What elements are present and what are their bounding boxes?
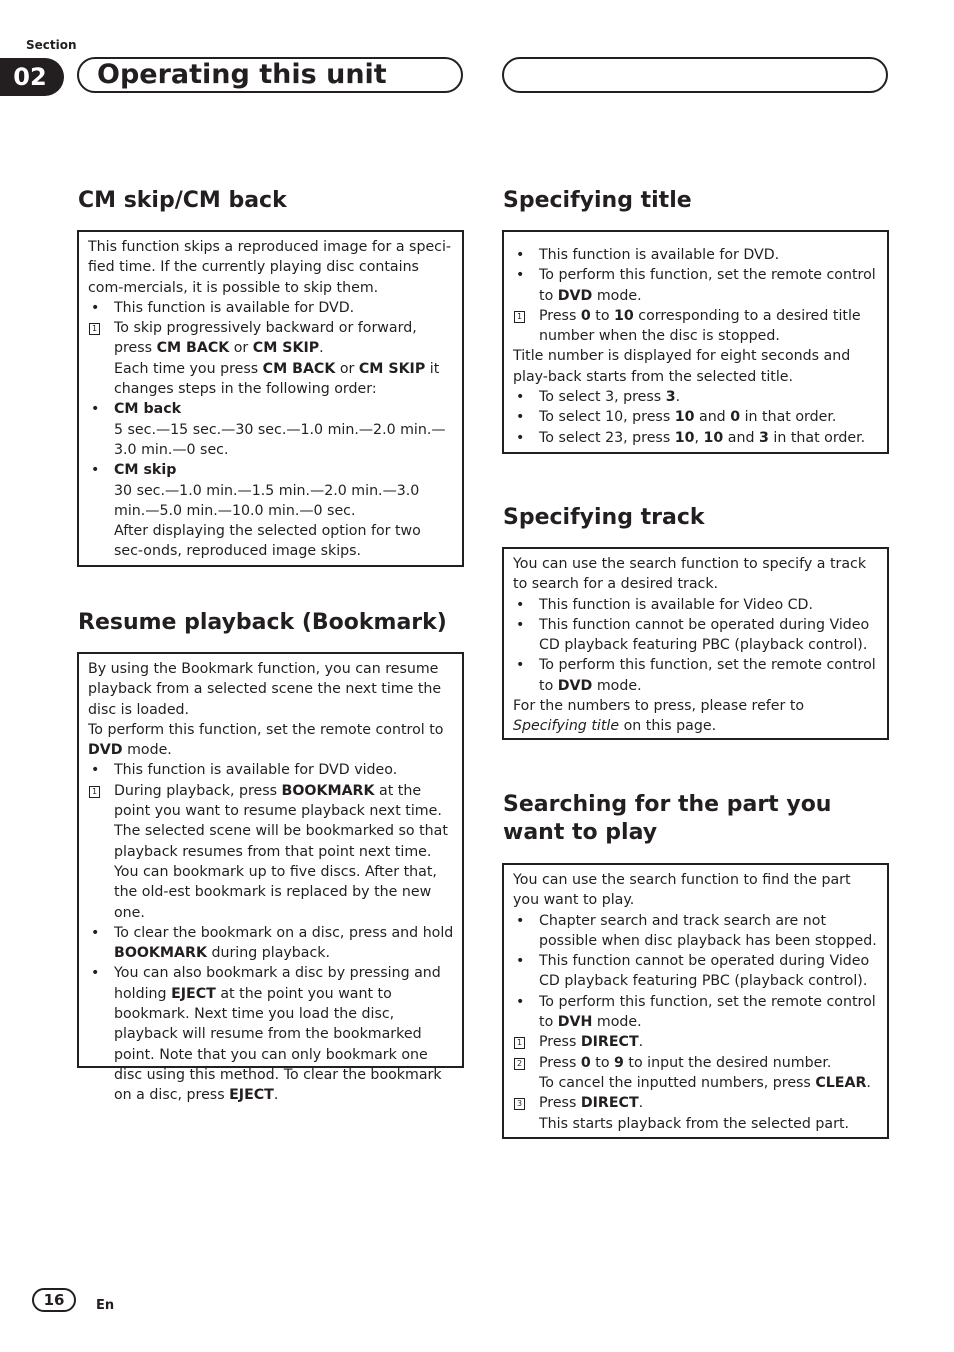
heading-specifying-title: Specifying title <box>503 188 692 213</box>
cm-back-sequence: 5 sec.—15 sec.—30 sec.—1.0 min.—2.0 min.—3.0 min.—0 sec. <box>114 421 446 458</box>
heading-search-part: Searching for the part you want to play <box>503 792 832 845</box>
track-reference: For the numbers to press, please refer to Specifying title on this page. <box>513 698 805 735</box>
list-item: • This function is available for Video CD. <box>513 595 879 615</box>
heading-resume-playback: Resume playback (Bookmark) <box>78 610 447 635</box>
step-2: 2 Press 0 to 9 to input the desired number. <box>513 1053 879 1073</box>
step-3: 3 Press DIRECT. <box>513 1093 879 1113</box>
track-box <box>502 547 889 740</box>
list-item: • To select 10, press 10 and 0 in that order. <box>513 407 879 427</box>
section-label: Section <box>26 38 77 52</box>
step-1: 1 Press 0 to 10 corresponding to a desired title number when the disc is stopped. <box>513 306 879 347</box>
heading-specifying-track: Specifying track <box>503 505 705 530</box>
list-item: • This function is available for DVD. <box>513 245 879 265</box>
step-1: 1 Press DIRECT. <box>513 1032 879 1052</box>
list-item: • This function cannot be operated during Video CD playback featuring PBC (playback control). <box>513 615 879 656</box>
list-item: • CM skip <box>88 460 454 480</box>
resume-intro: By using the Bookmark function, you can resume playback from a selected scene the next time the disc is loaded. <box>88 661 442 718</box>
list-item: • To perform this function, set the remote control to DVD mode. <box>513 655 879 696</box>
list-item: • This function is available for DVD video. <box>88 760 454 780</box>
title-box <box>502 230 889 454</box>
step-1-detail: The selected scene will be bookmarked so that playback resumes from that point next time. You can bookmark up to five discs. After that, the old-est bookmark is replaced by the new one. <box>114 823 448 921</box>
list-item: • This function cannot be operated during Video CD playback featuring PBC (playback control). <box>513 951 879 992</box>
step-1: 1 To skip progressively backward or forward, press CM BACK or CM SKIP. <box>88 318 454 359</box>
list-item: • To perform this function, set the remote control to DVD mode. <box>513 265 879 306</box>
step-1: 1 During playback, press BOOKMARK at the point you want to resume playback next time. <box>88 781 454 822</box>
list-item: • Chapter search and track search are not possible when disc playback has been stopped. <box>513 911 879 952</box>
list-item: • To select 3, press 3. <box>513 387 879 407</box>
title-para: Title number is displayed for eight seconds and play-back starts from the selected title. <box>513 348 851 385</box>
cm-skip-box <box>77 230 464 567</box>
list-item: • To clear the bookmark on a disc, press and hold BOOKMARK during playback. <box>88 923 454 964</box>
header-right-frame <box>502 57 888 93</box>
specifying-title-link[interactable]: Specifying title <box>513 718 620 735</box>
search-box <box>502 863 889 1139</box>
step-3-detail: This starts playback from the selected part. <box>539 1115 850 1132</box>
page-number: 16 <box>32 1288 76 1312</box>
track-intro: You can use the search function to specify a track to search for a desired track. <box>513 556 867 593</box>
cm-skip-sequence: 30 sec.—1.0 min.—1.5 min.—2.0 min.—3.0 min.—5.0 min.—10.0 min.—0 sec. <box>114 482 420 519</box>
section-number-badge: 02 <box>0 58 64 96</box>
resume-box <box>77 652 464 1104</box>
cm-skip-after: After displaying the selected option for two sec-onds, reproduced image skips. <box>114 523 421 560</box>
resume-perform: To perform this function, set the remote control to DVD mode. <box>88 721 444 759</box>
page-title: Operating this unit <box>77 57 463 93</box>
heading-cm-skip: CM skip/CM back <box>78 188 287 213</box>
list-item: • CM back <box>88 399 454 419</box>
list-item: • To select 23, press 10, 10 and 3 in that order. <box>513 428 879 448</box>
search-intro: You can use the search function to find the part you want to play. <box>513 872 851 909</box>
cm-skip-intro: This function skips a reproduced image for a speci-fied time. If the currently playing disc contains com-mercials, it is possible to skip them. <box>88 239 452 296</box>
list-item: • This function is available for DVD. <box>88 298 454 318</box>
language-label: En <box>96 1298 115 1313</box>
list-item: • To perform this function, set the remote control to DVH mode. <box>513 992 879 1033</box>
step-2-detail: To cancel the inputted numbers, press CLEAR. <box>539 1074 871 1091</box>
step-1-detail: Each time you press CM BACK or CM SKIP it changes steps in the following order: <box>114 360 440 398</box>
list-item: • You can also bookmark a disc by pressing and holding EJECT at the point you want to bookmark. Next time you load the disc, playback will resume from the bookmarked point. Note that you can only bookmark one disc using this method. To clear the bookmark on a disc, press EJECT. <box>88 963 454 1105</box>
